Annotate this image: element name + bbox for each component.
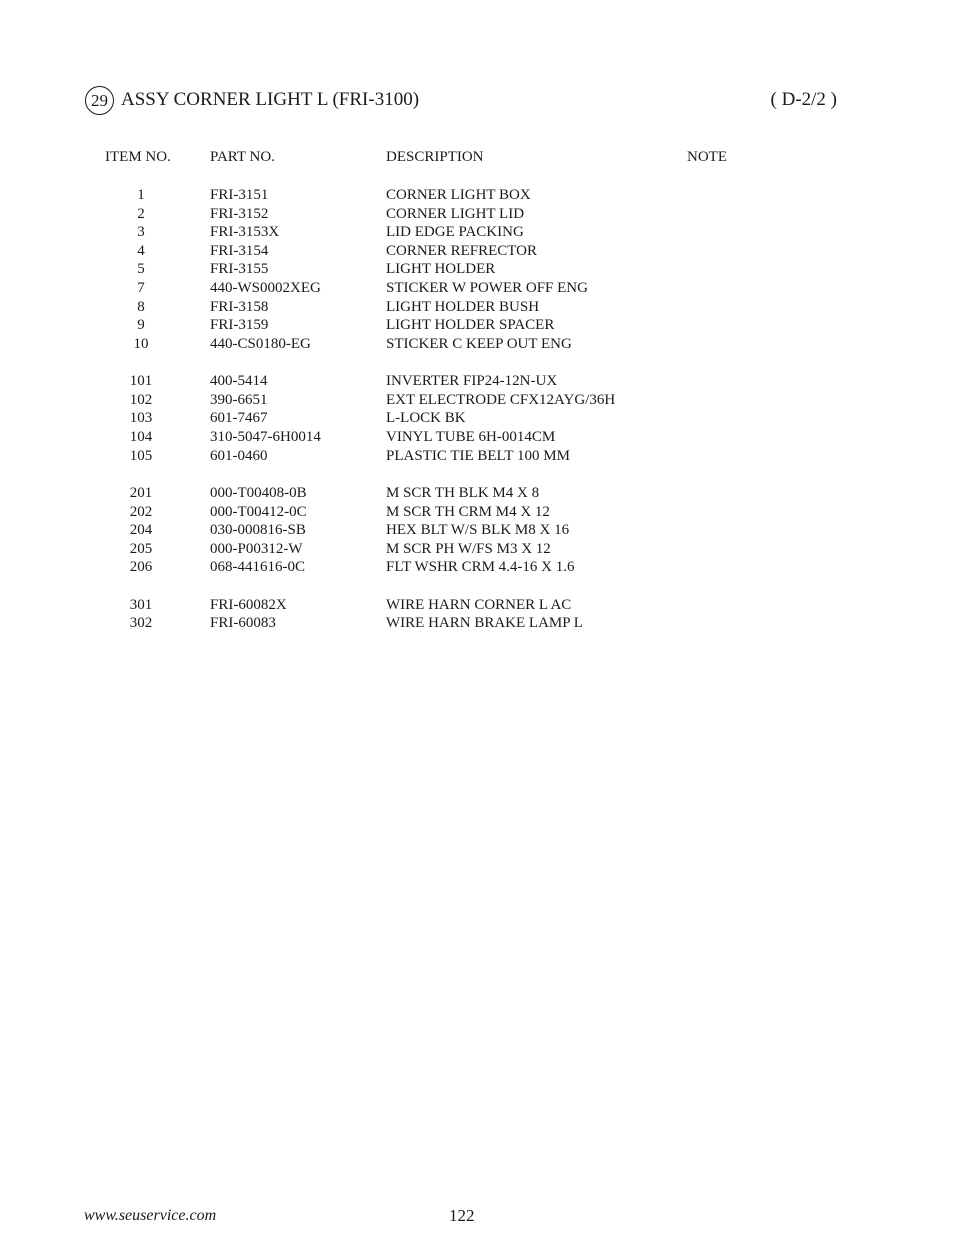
item-number: 301 bbox=[129, 596, 153, 613]
part-description: LIGHT HOLDER SPACER bbox=[386, 317, 555, 334]
part-number: 601-7467 bbox=[210, 410, 268, 427]
parts-list bbox=[0, 186, 954, 633]
part-number: FRI-3159 bbox=[210, 317, 269, 334]
item-number: 204 bbox=[129, 522, 153, 539]
part-description: EXT ELECTRODE CFX12AYG/36H bbox=[386, 391, 616, 408]
table-row bbox=[0, 279, 954, 298]
table-row bbox=[0, 242, 954, 261]
item-number: 1 bbox=[137, 187, 145, 203]
part-description: M SCR PH W/FS M3 X 12 bbox=[386, 540, 551, 557]
item-number: 101 bbox=[129, 373, 153, 390]
part-number: 030-000816-SB bbox=[210, 522, 306, 539]
table-row bbox=[0, 391, 954, 410]
part-description: PLASTIC TIE BELT 100 MM bbox=[386, 447, 570, 464]
table-row bbox=[0, 260, 954, 279]
part-number: 000-P00312-W bbox=[210, 540, 303, 557]
part-description: STICKER W POWER OFF ENG bbox=[386, 279, 588, 296]
part-number: FRI-60082X bbox=[210, 596, 287, 613]
table-row bbox=[0, 205, 954, 224]
part-description: WIRE HARN CORNER L AC bbox=[386, 596, 572, 613]
column-header-item: ITEM NO. bbox=[105, 149, 171, 165]
item-number: 102 bbox=[129, 391, 153, 408]
table-row bbox=[0, 428, 954, 447]
table-row bbox=[0, 484, 954, 503]
page-title: ASSY CORNER LIGHT L (FRI-3100) bbox=[121, 89, 420, 110]
part-number: FRI-3153X bbox=[210, 224, 280, 241]
table-row bbox=[0, 521, 954, 540]
item-number: 206 bbox=[129, 559, 153, 576]
table-row bbox=[0, 540, 954, 559]
table-row bbox=[0, 614, 954, 633]
part-description: STICKER C KEEP OUT ENG bbox=[386, 335, 572, 352]
item-number: 104 bbox=[129, 428, 153, 445]
part-description: LIGHT HOLDER bbox=[386, 261, 496, 278]
table-row bbox=[0, 372, 954, 391]
section-header bbox=[85, 86, 845, 116]
part-number: 440-WS0002XEG bbox=[210, 279, 321, 296]
item-number: 7 bbox=[137, 279, 145, 296]
part-description: INVERTER FIP24-12N-UX bbox=[386, 373, 558, 390]
part-number: 400-5414 bbox=[210, 373, 268, 390]
table-row bbox=[0, 409, 954, 428]
footer-url: www.seuservice.com bbox=[84, 1207, 217, 1224]
table-row bbox=[0, 223, 954, 242]
group-spacer bbox=[0, 465, 954, 484]
part-number: 000-T00412-0C bbox=[210, 503, 307, 520]
item-number: 9 bbox=[137, 317, 145, 334]
part-number: FRI-3154 bbox=[210, 242, 269, 259]
part-description: LID EDGE PACKING bbox=[386, 224, 524, 241]
part-description: L-LOCK BK bbox=[386, 410, 466, 427]
part-description: HEX BLT W/S BLK M8 X 16 bbox=[386, 522, 570, 539]
part-description: WIRE HARN BRAKE LAMP L bbox=[386, 615, 583, 632]
page-number: 122 bbox=[449, 1206, 475, 1225]
item-number: 302 bbox=[129, 615, 153, 632]
part-number: 601-0460 bbox=[210, 447, 268, 464]
part-description: LIGHT HOLDER BUSH bbox=[386, 298, 540, 315]
column-header-part: PART NO. bbox=[210, 149, 275, 165]
item-number: 8 bbox=[137, 298, 145, 315]
part-number: FRI-3151 bbox=[210, 187, 269, 203]
page-code: ( D-2/2 ) bbox=[770, 89, 837, 110]
part-number: FRI-60083 bbox=[210, 615, 276, 632]
item-number: 103 bbox=[129, 410, 153, 427]
item-number: 202 bbox=[129, 503, 153, 520]
part-description: M SCR TH BLK M4 X 8 bbox=[386, 484, 540, 501]
table-row bbox=[0, 186, 954, 205]
group-spacer bbox=[0, 353, 954, 372]
table-row bbox=[0, 335, 954, 354]
column-header-note: NOTE bbox=[687, 149, 727, 165]
part-number: 390-6651 bbox=[210, 391, 268, 408]
table-row bbox=[0, 316, 954, 335]
part-description: VINYL TUBE 6H-0014CM bbox=[386, 428, 556, 445]
section-number-badge: 29 bbox=[85, 86, 114, 115]
table-row bbox=[0, 447, 954, 466]
item-number: 10 bbox=[133, 335, 149, 352]
group-spacer bbox=[0, 577, 954, 596]
table-row bbox=[0, 503, 954, 522]
part-description: FLT WSHR CRM 4.4-16 X 1.6 bbox=[386, 559, 575, 576]
part-description: M SCR TH CRM M4 X 12 bbox=[386, 503, 550, 520]
item-number: 4 bbox=[137, 242, 145, 259]
part-description: CORNER REFRECTOR bbox=[386, 242, 538, 259]
table-row bbox=[0, 298, 954, 317]
part-description: CORNER LIGHT LID bbox=[386, 205, 525, 222]
column-header-description: DESCRIPTION bbox=[386, 149, 484, 165]
part-number: FRI-3155 bbox=[210, 261, 269, 278]
item-number: 3 bbox=[137, 224, 145, 241]
part-number: 068-441616-0C bbox=[210, 559, 305, 576]
item-number: 105 bbox=[129, 447, 153, 464]
part-number: 310-5047-6H0014 bbox=[210, 428, 321, 445]
part-description: CORNER LIGHT BOX bbox=[386, 187, 531, 203]
part-number: 440-CS0180-EG bbox=[210, 335, 311, 352]
item-number: 201 bbox=[129, 484, 153, 501]
part-number: 000-T00408-0B bbox=[210, 484, 307, 501]
table-row bbox=[0, 558, 954, 577]
part-number: FRI-3158 bbox=[210, 298, 269, 315]
part-number: FRI-3152 bbox=[210, 205, 269, 222]
item-number: 205 bbox=[129, 540, 153, 557]
item-number: 5 bbox=[137, 261, 145, 278]
item-number: 2 bbox=[137, 205, 145, 222]
table-row bbox=[0, 596, 954, 615]
